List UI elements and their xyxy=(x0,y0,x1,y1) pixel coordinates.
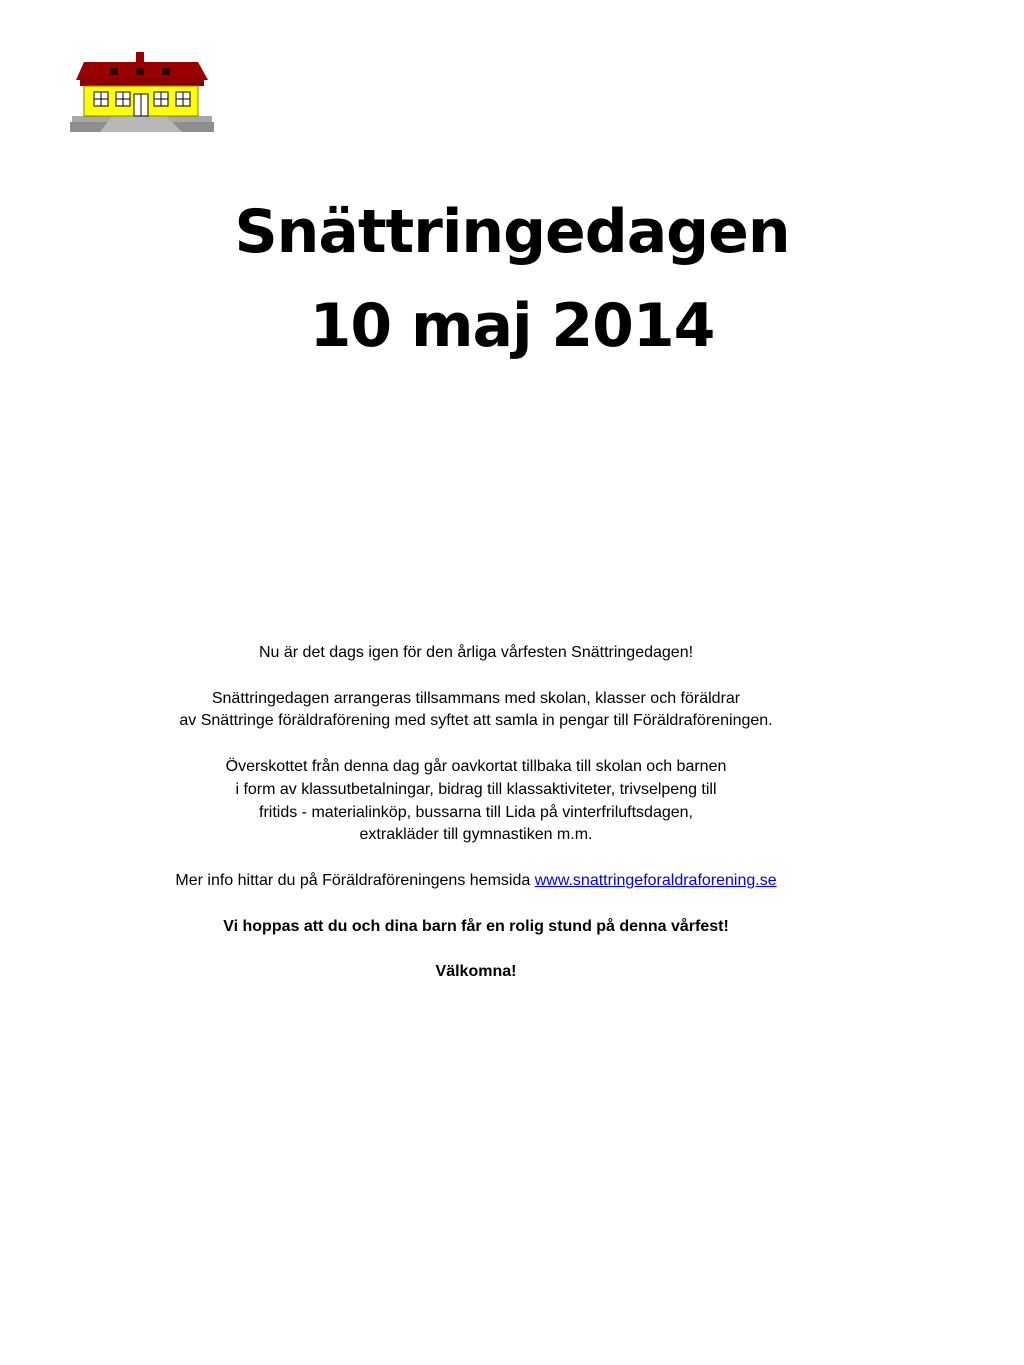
intro-text: Nu är det dags igen för den årliga vårfesten Snättringedagen! xyxy=(258,644,694,661)
title-event-name: Snättringedagen xyxy=(234,197,790,267)
more-info-text xyxy=(0,870,952,893)
page-title xyxy=(0,185,1024,373)
arranged-text-line2: av Snättringe föräldraförening med syftet att samla in pengar till Föräldraföreningen. xyxy=(179,712,773,730)
surplus-text-line3: fritids - materialinköp, bussarna till Lida på vinterfriluftsdagen, xyxy=(259,803,693,821)
arranged-text-line1: Snättringedagen arrangeras tillsammans med skolan, klasser och föräldrar xyxy=(211,689,741,707)
welcome-text: Välkomna! xyxy=(435,963,517,981)
announcement-body xyxy=(0,642,952,984)
surplus-text-line1: Överskottet från denna dag går oavkortat tillbaka till skolan och barnen xyxy=(225,757,727,775)
surplus-text-line2: i form av klassutbetalningar, bidrag till klassaktiviteter, trivselpeng till xyxy=(235,780,717,798)
school-house-icon xyxy=(70,50,214,134)
website-link[interactable]: www.snattringeforaldraforening.se xyxy=(534,871,777,889)
surplus-text-line4: extrakläder till gymnastiken m.m. xyxy=(359,826,593,844)
hope-text: Vi hoppas att du och dina barn får en rolig stund på denna vårfest! xyxy=(223,917,729,935)
title-event-date: 10 maj 2014 xyxy=(309,291,715,361)
more-info-prefix: Mer info hittar du på Föräldraföreningens hemsida xyxy=(175,871,535,889)
